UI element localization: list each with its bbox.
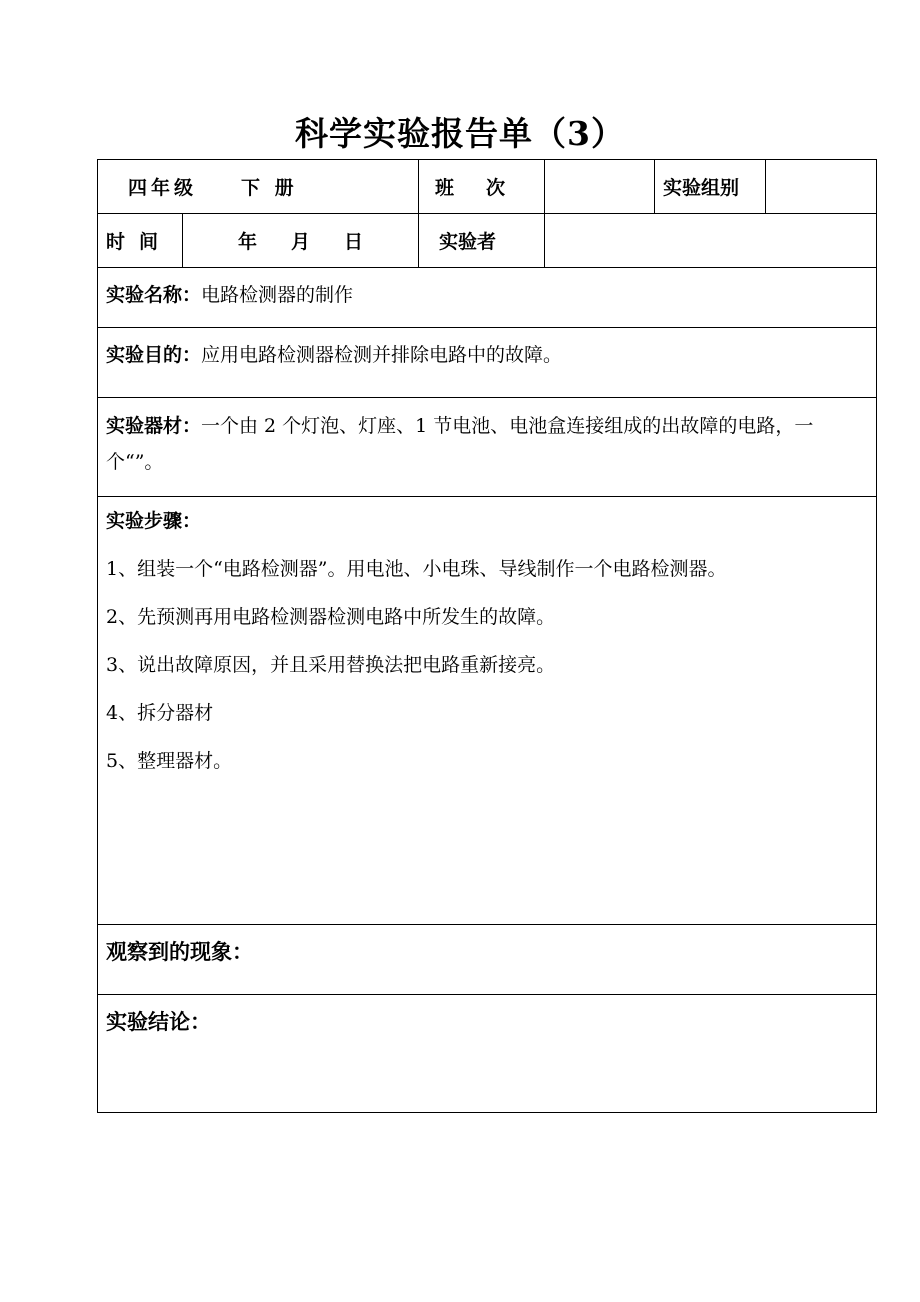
experiment-purpose-label: 实验目的： (106, 344, 202, 366)
equipment-value: 一个由 2 个灯泡、灯座、1 节电池、电池盒连接组成的出故障的电路，一个“”。 (106, 415, 814, 473)
group-value-field[interactable] (766, 160, 877, 214)
equipment-label: 实验器材： (106, 415, 202, 437)
step-item: 3、说出故障原因，并且采用替换法把电路重新接亮。 (106, 654, 556, 676)
month-label: 月 (291, 231, 311, 253)
grade-row (98, 160, 877, 214)
observations-row (98, 925, 877, 995)
experiment-name-label: 实验名称： (106, 284, 202, 306)
experiment-name-row (98, 268, 877, 328)
step-item: 4、拆分器材 (106, 702, 214, 724)
steps-label: 实验步骤： (106, 510, 202, 532)
volume-text: 下 册 (241, 177, 298, 199)
day-label: 日 (344, 231, 364, 253)
page-title: 科学实验报告单（3） (295, 114, 625, 153)
time-label-a: 时 (106, 231, 126, 253)
grade-cell (98, 160, 419, 214)
equipment-cell (98, 398, 877, 497)
step-item: 1、组装一个“电路检测器”。用电池、小电珠、导线制作一个电路检测器。 (106, 558, 727, 580)
experiment-name-cell (98, 268, 877, 328)
class-label-cell (419, 160, 545, 214)
report-table (97, 159, 877, 1113)
conclusion-label: 实验结论： (106, 1009, 211, 1034)
observations-label: 观察到的现象： (106, 939, 253, 964)
year-label: 年 (237, 231, 257, 253)
experimenter-label: 实验者 (419, 214, 545, 268)
time-label-cell (98, 214, 183, 268)
step-item: 2、先预测再用电路检测器检测电路中所发生的故障。 (106, 606, 556, 628)
class-value-field[interactable] (545, 160, 655, 214)
time-label-b: 间 (139, 231, 159, 253)
class-label-b: 次 (486, 177, 506, 199)
equipment-row (98, 398, 877, 497)
experiment-name-value: 电路检测器的制作 (201, 284, 354, 306)
time-row (98, 214, 877, 268)
step-item: 5、整理器材。 (106, 750, 233, 772)
date-cell[interactable] (183, 214, 419, 268)
grade-text: 四年级 (128, 177, 198, 199)
steps-row (98, 497, 877, 925)
group-label: 实验组别 (655, 160, 766, 214)
experiment-purpose-value: 应用电路检测器检测并排除电路中的故障。 (201, 344, 563, 366)
experiment-purpose-row (98, 328, 877, 398)
observations-cell[interactable] (98, 925, 877, 995)
experimenter-value-field[interactable] (545, 214, 877, 268)
steps-cell (98, 497, 877, 925)
experiment-purpose-cell (98, 328, 877, 398)
conclusion-row (98, 995, 877, 1113)
conclusion-cell[interactable] (98, 995, 877, 1113)
class-label-a: 班 (435, 177, 455, 199)
